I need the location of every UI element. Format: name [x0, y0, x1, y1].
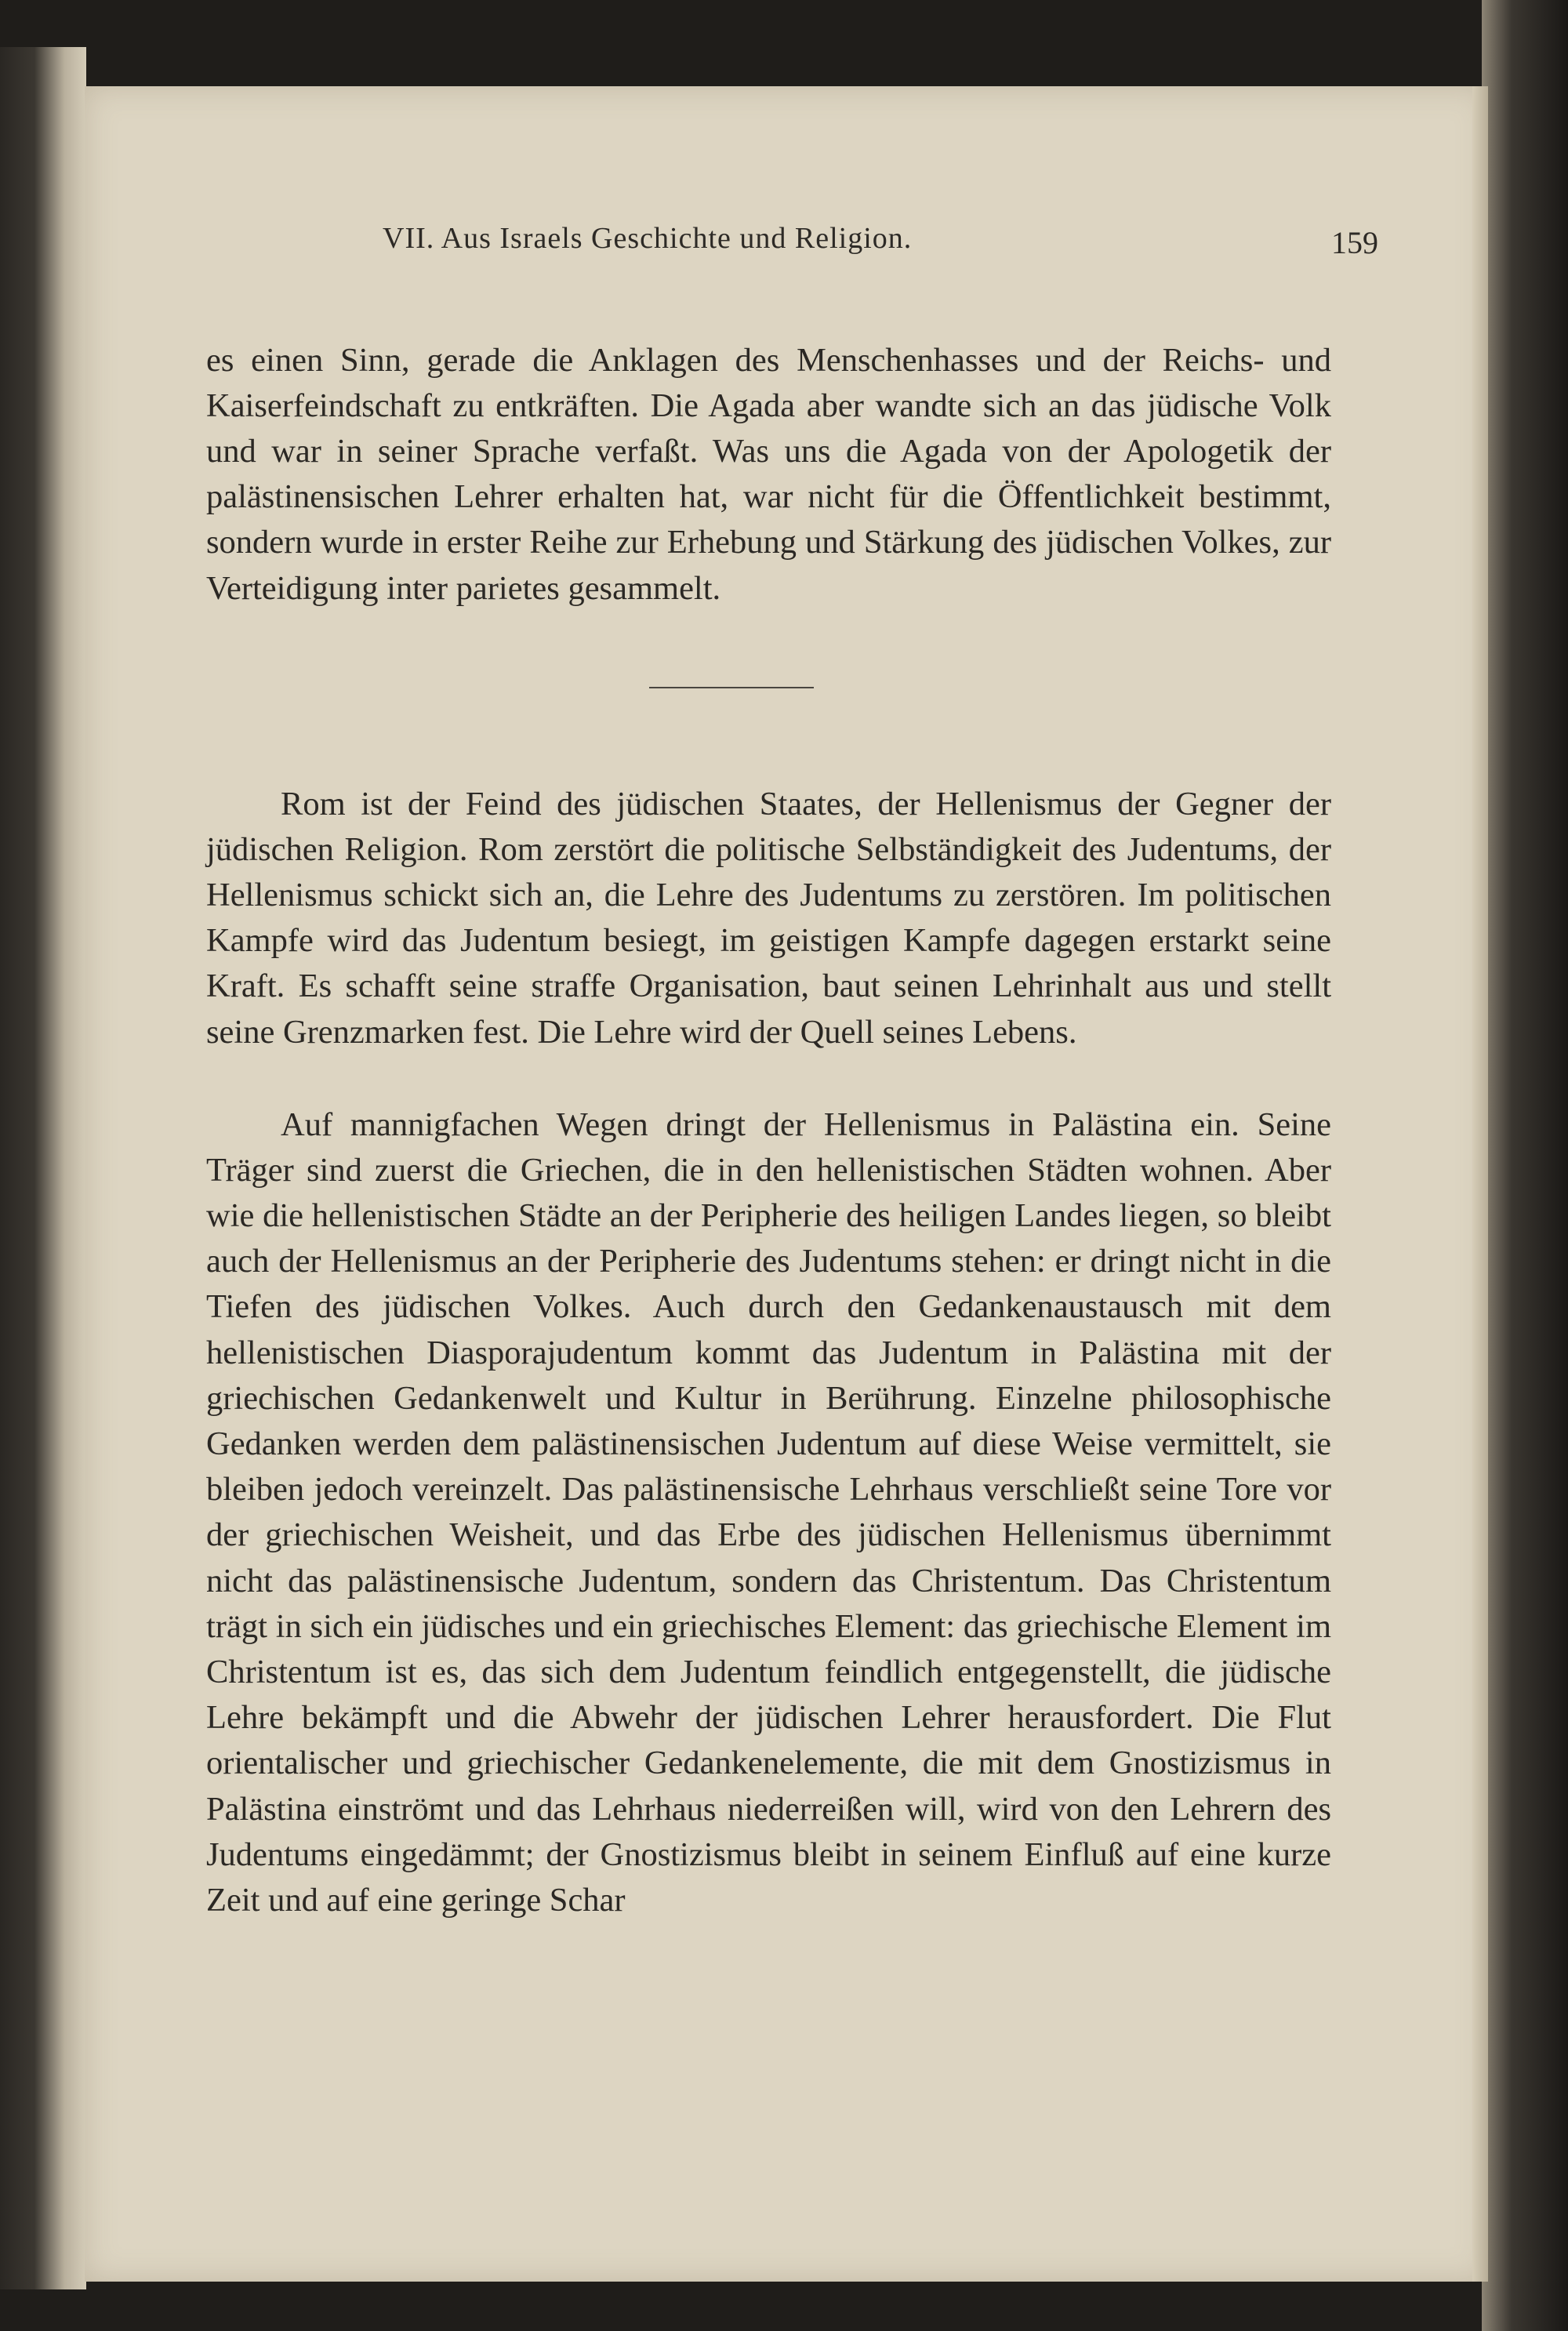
right-binding: [1482, 0, 1568, 2331]
page-edge: [1472, 86, 1488, 2282]
book-page: [85, 86, 1488, 2282]
paragraph-rome-hellenism: Rom ist der Feind des jüdischen Staates, der Hellenismus der Gegner der jüdischen Religion. Rom zerstört die politische Selbständigkeit des Judentums, der Hellenismus schickt sich an, die Lehre des Judentums zu zerstören. Im politischen Kampfe wird das Judentum besiegt, im geistigen Kampfe dagegen erstarkt seine Kraft. Es schafft seine straffe Organisation, baut seinen Lehrinhalt aus und stellt seine Grenzmarken fest. Die Lehre wird der Quell seines Lebens.: [206, 785, 1331, 1051]
page-number: 159: [1331, 225, 1378, 260]
running-title: VII. Aus Israels Geschichte und Religion.: [383, 222, 913, 255]
paragraph-hellenism-palestine: Auf mannigfachen Wegen dringt der Hellenismus in Palästina ein. Seine Träger sind zuerst die Griechen, die in den hellenistischen Städten wohnen. Aber wie die hellenistischen Städte an der Peripherie des heiligen Landes liegen, so bleibt auch der Hellenismus an der Peripherie des Judentums stehen: er dringt nicht in die Tiefen des jüdischen Volkes. Auch durch den Gedankenaustausch mit dem hellenistischen Diasporajudentum kommt das Judentum in Palästina mit der griechischen Gedankenwelt und Kultur in Berührung. Einzelne philosophische Gedanken werden dem palästinensischen Judentum auf diese Weise vermittelt, sie bleiben jedoch vereinzelt. Das palästinensische Lehrhaus verschließt seine Tore vor der griechischen Weisheit, und das Erbe des jüdischen Hellenismus übernimmt nicht das palästinensische Judentum, sondern das Christentum. Das Christentum trägt in sich ein jüdisches und ein griechisches Element: das griechische Element im Christentum ist es, das sich dem Judentum feindlich entgegenstellt, die jüdische Lehre bekämpft und die Abwehr der jüdischen Lehrer herausfordert. Die Flut orientalischer und griechischer Gedankenelemente, die mit dem Gnostizismus in Palästina einströmt und das Lehrhaus niederreißen will, wird von den Lehrern des Judentums eingedämmt; der Gnostizismus bleibt in seinem Einfluß auf eine kurze Zeit und auf eine geringe Schar: [206, 1106, 1331, 1919]
left-binding: [0, 47, 86, 2289]
section-separator-rule: [649, 687, 814, 688]
page-header: [383, 221, 1378, 268]
paragraph-continuation: es einen Sinn, gerade die Anklagen des Menschenhasses und der Reichs- und Kaiserfeindschaft zu entkräften. Die Agada aber wandte sich an das jüdische Volk und war in seiner Sprache verfaßt. Was uns die Agada von der Apologetik der palästinensischen Lehrer erhalten hat, war nicht für die Öffentlichkeit bestimmt, sondern wurde in erster Reihe zur Erhebung und Stärkung des jüdischen Volkes, zur Verteidigung inter parietes gesammelt.: [206, 341, 1331, 607]
